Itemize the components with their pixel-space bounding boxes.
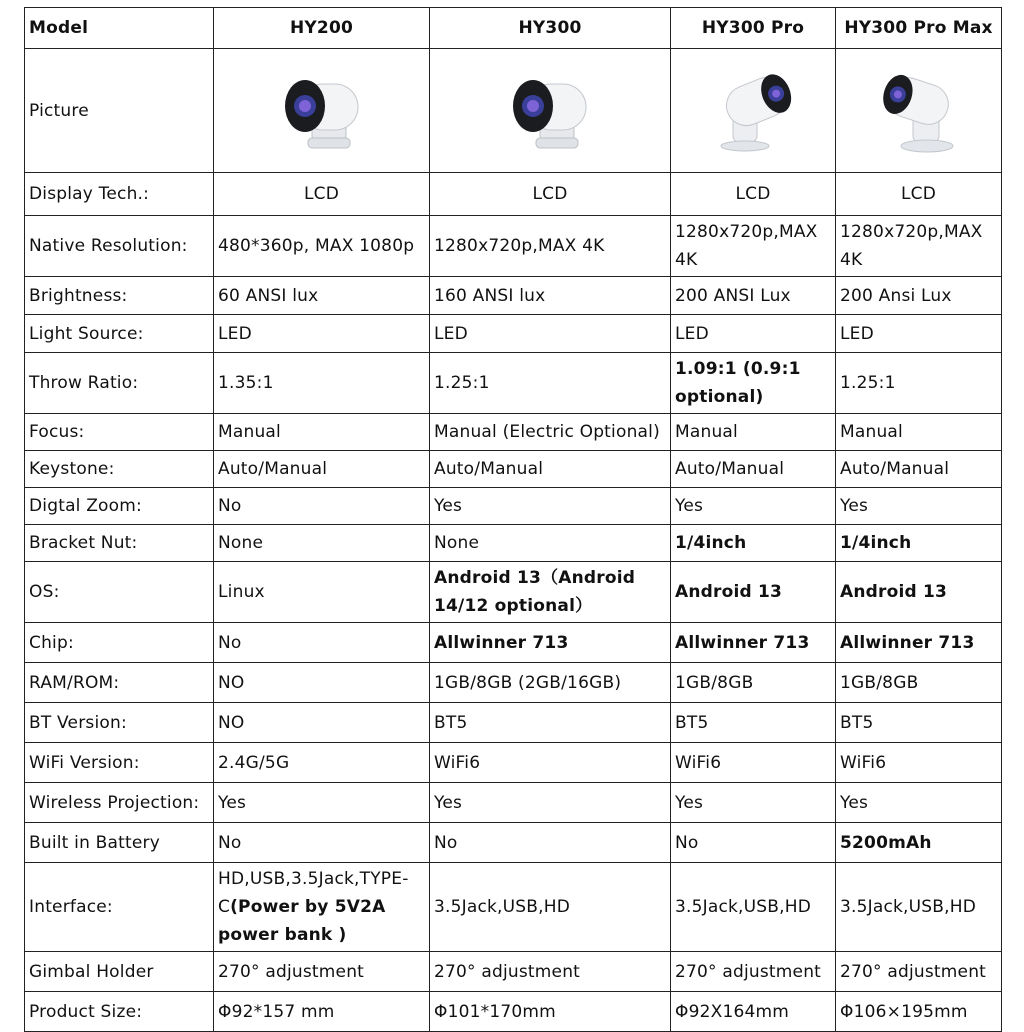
spec-row: [25, 823, 1002, 863]
spec-cell: No: [214, 823, 430, 863]
product-image-cell: [214, 49, 430, 173]
spec-cell: BT5: [430, 703, 671, 743]
projector-white-tilted-image: [869, 66, 969, 156]
row-label: Built in Battery: [25, 823, 214, 863]
spec-cell: LED: [214, 315, 430, 353]
spec-cell: No: [430, 823, 671, 863]
spec-row: [25, 663, 1002, 703]
spec-row: [25, 451, 1002, 488]
spec-cell: Φ92X164mm: [671, 992, 836, 1032]
spec-cell: No: [214, 623, 430, 663]
projector-white-image: [272, 66, 372, 156]
spec-cell: LCD: [671, 173, 836, 216]
spec-cell: Yes: [836, 783, 1002, 823]
spec-cell: 60 ANSI lux: [214, 277, 430, 315]
spec-cell: 1.35:1: [214, 353, 430, 414]
spec-cell: WiFi6: [836, 743, 1002, 783]
model-name: HY300 Pro Max: [836, 8, 1002, 49]
spec-cell: NO: [214, 703, 430, 743]
spec-row: [25, 277, 1002, 315]
spec-row: [25, 414, 1002, 451]
spec-cell: WiFi6: [430, 743, 671, 783]
row-label: WiFi Version:: [25, 743, 214, 783]
product-image-cell: [836, 49, 1002, 173]
spec-cell: WiFi6: [671, 743, 836, 783]
spec-cell: Yes: [671, 488, 836, 525]
row-label: BT Version:: [25, 703, 214, 743]
row-label: Display Tech.:: [25, 173, 214, 216]
spec-cell: BT5: [836, 703, 1002, 743]
spec-cell: No: [214, 488, 430, 525]
spec-row: [25, 315, 1002, 353]
spec-cell: 1/4inch: [836, 525, 1002, 562]
row-label: Wireless Projection:: [25, 783, 214, 823]
spec-row: [25, 216, 1002, 277]
spec-row: [25, 562, 1002, 623]
spec-cell: 1.09:1 (0.9:1 optional): [671, 353, 836, 414]
header-label: Model: [25, 8, 214, 49]
interface-text: HD,USB,3.5Jack,TYPE-C: [218, 869, 409, 917]
spec-cell: 3.5Jack,USB,HD: [430, 863, 671, 952]
spec-cell: Auto/Manual: [214, 451, 430, 488]
row-label: Digtal Zoom:: [25, 488, 214, 525]
row-label: Gimbal Holder: [25, 952, 214, 992]
spec-cell: Yes: [430, 783, 671, 823]
row-label: Bracket Nut:: [25, 525, 214, 562]
row-label: Light Source:: [25, 315, 214, 353]
spec-cell: 270° adjustment: [836, 952, 1002, 992]
spec-cell: 480*360p, MAX 1080p: [214, 216, 430, 277]
spec-cell: 1280x720p,MAX 4K: [430, 216, 671, 277]
spec-row: [25, 353, 1002, 414]
spec-cell: Auto/Manual: [430, 451, 671, 488]
spec-cell: Φ106×195mm: [836, 992, 1002, 1032]
spec-cell: Auto/Manual: [836, 451, 1002, 488]
row-label: Keystone:: [25, 451, 214, 488]
spec-cell: LCD: [836, 173, 1002, 216]
spec-cell: Auto/Manual: [671, 451, 836, 488]
spec-cell: 200 ANSI Lux: [671, 277, 836, 315]
spec-cell: Allwinner 713: [836, 623, 1002, 663]
spec-cell: Yes: [430, 488, 671, 525]
row-label: Chip:: [25, 623, 214, 663]
spec-row: [25, 703, 1002, 743]
spec-cell: 1GB/8GB: [671, 663, 836, 703]
projector-white-image: [500, 66, 600, 156]
spec-cell: Yes: [836, 488, 1002, 525]
model-name: HY200: [214, 8, 430, 49]
spec-row: [25, 173, 1002, 216]
spec-cell: Manual: [836, 414, 1002, 451]
spec-cell: None: [430, 525, 671, 562]
spec-cell: NO: [214, 663, 430, 703]
spec-cell: [214, 863, 430, 952]
spec-comparison-table: [24, 7, 1002, 1032]
spec-cell: 1/4inch: [671, 525, 836, 562]
spec-cell: 1.25:1: [836, 353, 1002, 414]
spec-row: [25, 525, 1002, 562]
spec-cell: Android 13: [836, 562, 1002, 623]
spec-cell: Allwinner 713: [430, 623, 671, 663]
row-label: OS:: [25, 562, 214, 623]
row-label: Picture: [25, 49, 214, 173]
spec-cell: 1GB/8GB: [836, 663, 1002, 703]
spec-cell: Android 13（Android 14/12 optional）: [430, 562, 671, 623]
spec-cell: LED: [671, 315, 836, 353]
spec-cell: Android 13: [671, 562, 836, 623]
model-name: HY300 Pro: [671, 8, 836, 49]
spec-row: [25, 488, 1002, 525]
spec-cell: 3.5Jack,USB,HD: [836, 863, 1002, 952]
spec-cell: None: [214, 525, 430, 562]
spec-cell: LED: [836, 315, 1002, 353]
spec-cell: LCD: [430, 173, 671, 216]
spec-row: [25, 992, 1002, 1032]
spec-cell: 200 Ansi Lux: [836, 277, 1002, 315]
row-label: Native Resolution:: [25, 216, 214, 277]
spec-cell: 1.25:1: [430, 353, 671, 414]
row-label: Throw Ratio:: [25, 353, 214, 414]
spec-cell: Manual (Electric Optional): [430, 414, 671, 451]
spec-cell: LED: [430, 315, 671, 353]
spec-cell: 1280x720p,MAX 4K: [836, 216, 1002, 277]
row-label: Product Size:: [25, 992, 214, 1032]
spec-cell: 160 ANSI lux: [430, 277, 671, 315]
spec-cell: BT5: [671, 703, 836, 743]
row-label: Focus:: [25, 414, 214, 451]
spec-cell: Allwinner 713: [671, 623, 836, 663]
spec-cell: Yes: [214, 783, 430, 823]
spec-row: [25, 623, 1002, 663]
row-label: Interface:: [25, 863, 214, 952]
spec-row: [25, 783, 1002, 823]
row-label: Brightness:: [25, 277, 214, 315]
interface-power-note: (Power by 5V2A power bank ): [218, 897, 386, 945]
spec-cell: LCD: [214, 173, 430, 216]
spec-cell: 270° adjustment: [430, 952, 671, 992]
spec-cell: No: [671, 823, 836, 863]
header-row: [25, 8, 1002, 49]
spec-cell: Manual: [214, 414, 430, 451]
spec-cell: 1GB/8GB (2GB/16GB): [430, 663, 671, 703]
spec-row: [25, 952, 1002, 992]
spec-cell: Linux: [214, 562, 430, 623]
projector-white-tilted-image: [703, 66, 803, 156]
product-image-cell: [671, 49, 836, 173]
spec-row: [25, 863, 1002, 952]
spec-row: [25, 743, 1002, 783]
product-image-cell: [430, 49, 671, 173]
spec-cell: Manual: [671, 414, 836, 451]
spec-cell: 270° adjustment: [671, 952, 836, 992]
spec-cell: Φ92*157 mm: [214, 992, 430, 1032]
spec-cell: 2.4G/5G: [214, 743, 430, 783]
spec-cell: 3.5Jack,USB,HD: [671, 863, 836, 952]
row-label: RAM/ROM:: [25, 663, 214, 703]
spec-cell: Yes: [671, 783, 836, 823]
spec-cell: Φ101*170mm: [430, 992, 671, 1032]
picture-row: [25, 49, 1002, 173]
spec-cell: 270° adjustment: [214, 952, 430, 992]
model-name: HY300: [430, 8, 671, 49]
spec-cell: 1280x720p,MAX 4K: [671, 216, 836, 277]
spec-cell: 5200mAh: [836, 823, 1002, 863]
